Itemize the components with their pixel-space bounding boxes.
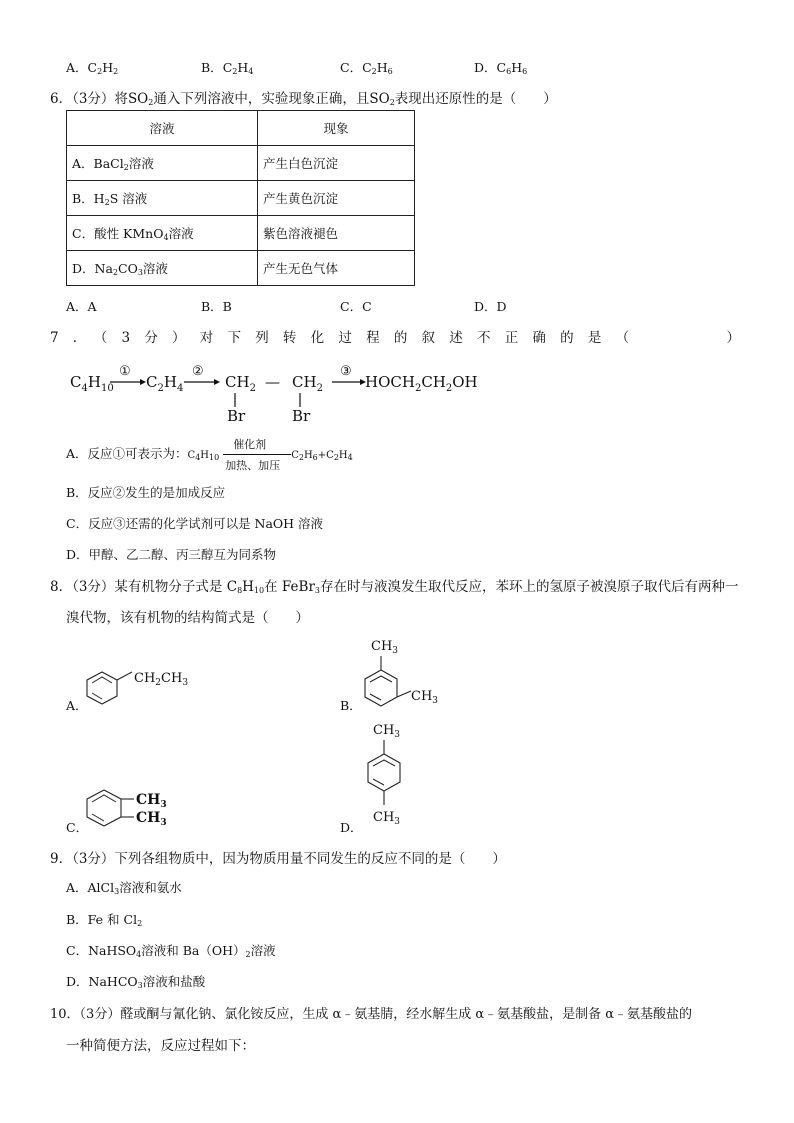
methyl-bottom: $CH_3$ bbox=[373, 810, 401, 827]
table-row bbox=[67, 181, 415, 216]
scheme-br-right: Br bbox=[292, 407, 311, 425]
table-cell-phenomenon: 产生黄色沉淀 bbox=[258, 181, 415, 216]
methyl-meta: $CH_3$ bbox=[411, 689, 439, 706]
table-header-phenomenon: 现象 bbox=[258, 111, 415, 146]
q6-option-c: C．C bbox=[340, 299, 372, 314]
table-header-solution: 溶液 bbox=[67, 111, 258, 146]
ring-inner-bond bbox=[373, 779, 384, 785]
ring-inner-bond bbox=[92, 814, 104, 821]
q6-option-d: D．D bbox=[474, 299, 507, 314]
q6-option-b: B．B bbox=[201, 299, 232, 314]
q10-stem-line2: 一种简便方法，反应过程如下： bbox=[66, 1038, 255, 1054]
q8-option-a-label: A． bbox=[66, 698, 88, 713]
methyl-2: $CH_3$ bbox=[136, 810, 167, 828]
table-cell-solution: A．BaCl$_2$溶液 bbox=[67, 146, 258, 181]
benzene-ring bbox=[365, 670, 397, 706]
q8-stem-line1: 8．（3分）某有机物分子式是 $C_8H_{10}$在 FeBr$_3$存在时与液溴发生取代反应，苯环上的氢原子被溴原子取代后有两种一 bbox=[50, 579, 739, 595]
ring-inner-bond bbox=[370, 694, 381, 700]
scheme-ch2-left: $CH_2$ bbox=[225, 373, 256, 394]
catalyst-label: 催化剂 bbox=[233, 437, 267, 451]
q8-option-b-label: B． bbox=[340, 698, 362, 713]
ring-inner-bond bbox=[373, 760, 395, 766]
q5-option-d: D．$C_6H_6$ bbox=[474, 60, 528, 76]
q8-structure-d bbox=[360, 718, 430, 830]
methyl-top: $CH_3$ bbox=[371, 639, 399, 656]
condition-label: 加热、加压 bbox=[225, 458, 281, 472]
q8-structure-c bbox=[84, 782, 194, 832]
q7-option-c: C．反应③还需的化学试剂可以是 NaOH 溶液 bbox=[66, 516, 324, 531]
q9-option-a: A．AlCl$_3$溶液和氨水 bbox=[66, 880, 182, 896]
q9-option-b: B．Fe 和 $Cl_2$ bbox=[66, 912, 143, 928]
q7-stem: 7．（3分）对下列转化过程的叙述不正确的是（ ） bbox=[50, 330, 740, 346]
q7-reaction-scheme bbox=[60, 355, 490, 430]
ring-inner-bond bbox=[92, 693, 102, 699]
q5-option-c: C．$C_2H_6$ bbox=[340, 60, 393, 76]
q5-option-b: B．$C_2H_4$ bbox=[201, 60, 254, 76]
q9-option-c: C．NaHSO$_4$溶液和 $Ba(OH)_2$溶液 bbox=[66, 943, 276, 959]
q5-option-a: A．$C_2H_2$ bbox=[66, 60, 119, 76]
scheme-product: $HOCH_2CH_2OH$ bbox=[365, 373, 478, 394]
table-cell-phenomenon: 产生白色沉淀 bbox=[258, 146, 415, 181]
ring-inner-bond bbox=[92, 677, 112, 683]
ring-inner-bond bbox=[92, 795, 116, 802]
table-header-row bbox=[67, 111, 415, 146]
substituent-bond bbox=[117, 672, 132, 680]
scheme-c4h10: $C_4H_{10}$ bbox=[70, 373, 114, 394]
methyl-top: $CH_3$ bbox=[373, 723, 401, 740]
q8-stem-line2: 溴代物，该有机物的结构简式是（ ） bbox=[66, 610, 309, 626]
methyl-1: $CH_3$ bbox=[136, 792, 167, 810]
q8-structure-b bbox=[355, 634, 465, 719]
scheme-c2h4: $C_2H_4$ bbox=[146, 373, 184, 394]
q10-stem-line1: 10．（3分）醛或酮与氰化钠、氯化铵反应，生成 α﹣氨基腈，经水解生成 α﹣氨基酸盐，是制备 α﹣氨基酸盐的 bbox=[50, 1007, 693, 1022]
table-row bbox=[67, 146, 415, 181]
q9-stem: 9．（3分）下列各组物质中，因为物质用量不同发生的反应不同的是（ ） bbox=[50, 851, 506, 867]
table-cell-phenomenon: 紫色溶液褪色 bbox=[258, 216, 415, 251]
arrow-3-label: ③ bbox=[340, 364, 352, 379]
q9-option-d: D．NaHCO$_3$溶液和盐酸 bbox=[66, 974, 206, 990]
q8-structure-a bbox=[84, 662, 204, 712]
arrow-line bbox=[223, 454, 291, 455]
scheme-ch2-right: $CH_2$ bbox=[292, 373, 323, 394]
scheme-bond-dash: — bbox=[265, 373, 280, 391]
arrow-2-label: ② bbox=[192, 364, 204, 379]
ring-inner-bond bbox=[370, 676, 392, 682]
table-cell-solution: C．酸性 KMnO$_4$溶液 bbox=[67, 216, 258, 251]
q7-option-a: A．反应①可表示为：$C_4H_{10}$ 催化剂 加热、加压 $C_2H_6+C_2H_4$ bbox=[66, 437, 353, 472]
table-row bbox=[67, 216, 415, 251]
arrow-1-label: ① bbox=[119, 364, 131, 379]
bond-meta bbox=[397, 691, 411, 697]
table-cell-solution: D．$Na_2CO_3$溶液 bbox=[67, 251, 258, 286]
q8-option-d-label: D． bbox=[340, 820, 363, 835]
table-cell-phenomenon: 产生无色气体 bbox=[258, 251, 415, 286]
table-row bbox=[67, 251, 415, 286]
table-cell-solution: B．$H_2S$ 溶液 bbox=[67, 181, 258, 216]
scheme-br-left: Br bbox=[227, 407, 246, 425]
q6-option-a: A．A bbox=[66, 299, 97, 314]
q6-table bbox=[66, 110, 415, 286]
q7-option-d: D．甲醇、乙二醇、丙三醇互为同系物 bbox=[66, 547, 277, 562]
q7-option-b: B．反应②发生的是加成反应 bbox=[66, 485, 226, 500]
q6-stem: 6．（3分）将$SO_2$通入下列溶液中，实验现象正确，且$SO_2$表现出还原性的是（ ） bbox=[50, 91, 557, 107]
catalyst-arrow bbox=[223, 437, 291, 472]
q8-option-c-label: C． bbox=[66, 820, 89, 835]
ethyl-group: $CH_2CH_3$ bbox=[134, 671, 189, 688]
arrow-2-head bbox=[214, 379, 220, 385]
